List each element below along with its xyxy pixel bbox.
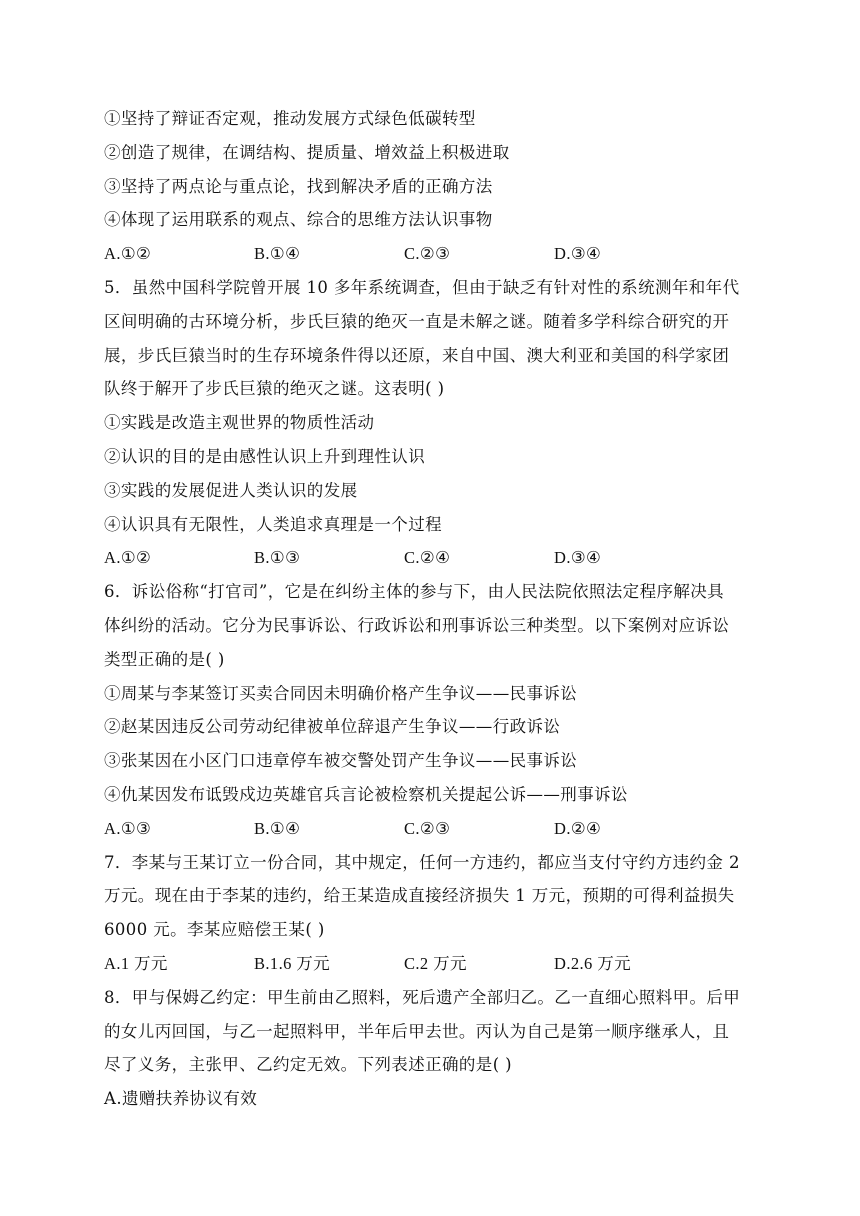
answer-option: B.①③ [254,548,301,568]
text-line: 万元。现在由于李某的违约，给王某造成直接经济损失 1 万元，预期的可得利益损失 [104,886,735,906]
text-line: 区间明确的古环境分析，步氏巨猿的绝灭一直是未解之谜。随着多学科综合研究的开 [104,311,730,331]
text-line: 5．虽然中国科学院曾开展 10 多年系统调查，但由于缺乏有针对性的系统测年和年代 [104,277,740,297]
answer-option: C.②③ [404,244,451,264]
text-line: ③张某因在小区门口违章停车被交警处罚产生争议——民事诉讼 [104,751,578,771]
text-line: 6．诉讼俗称“打官司”，它是在纠纷主体的参与下，由人民法院依照法定程序解决具 [104,582,725,602]
text-line: 类型正确的是( ) [104,649,225,669]
text-line: ①实践是改造主观世界的物质性活动 [104,413,375,433]
text-line: ③实践的发展促进人类认识的发展 [104,480,358,500]
answer-option: B.1.6 万元 [254,953,331,973]
text-line: ③坚持了两点论与重点论，找到解决矛盾的正确方法 [104,176,493,196]
answer-option: A.①② [104,548,152,568]
text-line: 的女儿丙回国，与乙一起照料甲，半年后甲去世。丙认为自己是第一顺序继承人，且 [104,1021,730,1041]
text-line: 6000 元。李某应赔偿王某( ) [104,920,325,940]
answer-option: D.③④ [554,244,602,264]
answer-option: A.1 万元 [104,953,168,973]
text-line: 尽了义务，主张甲、乙约定无效。下列表述正确的是( ) [104,1055,513,1075]
answer-option: C.②③ [404,818,451,838]
text-line: ④仇某因发布诋毁戍边英雄官兵言论被检察机关提起公诉——刑事诉讼 [104,784,628,804]
text-line: ①周某与李某签订买卖合同因未明确价格产生争议——民事诉讼 [104,683,578,703]
answer-options-row [104,237,780,271]
answer-options-row [104,812,780,846]
answer-option: B.①④ [254,818,301,838]
answer-options-row [104,947,780,981]
text-line: ②创造了规律，在调结构、提质量、增效益上积极进取 [104,142,510,162]
answer-option: C.②④ [404,548,451,568]
text-line: ④认识具有无限性，人类追求真理是一个过程 [104,514,442,534]
text-line: 8．甲与保姆乙约定：甲生前由乙照料，死后遗产全部归乙。乙一直细心照料甲。后甲 [104,987,741,1007]
text-line: ②认识的目的是由感性认识上升到理性认识 [104,446,426,466]
answer-option: A.①② [104,244,152,264]
text-line: 7．李某与王某订立一份合同，其中规定，任何一方违约，都应当支付守约方违约金 2 [104,852,740,872]
answer-options-row [104,541,780,575]
text-line: 体纠纷的活动。它分为民事诉讼、行政诉讼和刑事诉讼三种类型。以下案例对应诉讼 [104,615,730,635]
answer-option: B.①④ [254,244,301,264]
answer-option: D.③④ [554,548,602,568]
answer-option: D.2.6 万元 [554,953,631,973]
text-line: ①坚持了辩证否定观，推动发展方式绿色低碳转型 [104,109,476,128]
answer-option: A.①③ [104,818,152,838]
question-text-block [104,102,780,1116]
text-line: 队终于解开了步氏巨猿的绝灭之谜。这表明( ) [104,379,445,399]
text-line: 展，步氏巨猿当时的生存环境条件得以还原，来自中国、澳大利亚和美国的科学家团 [104,345,730,365]
answer-option: D.②④ [554,818,602,838]
text-line: ④体现了运用联系的观点、综合的思维方法认识事物 [104,210,493,230]
text-line: A.遗赠扶养协议有效 [104,1089,258,1109]
answer-option: C.2 万元 [404,953,467,973]
text-line: ②赵某因违反公司劳动纪律被单位辞退产生争议——行政诉讼 [104,717,561,737]
